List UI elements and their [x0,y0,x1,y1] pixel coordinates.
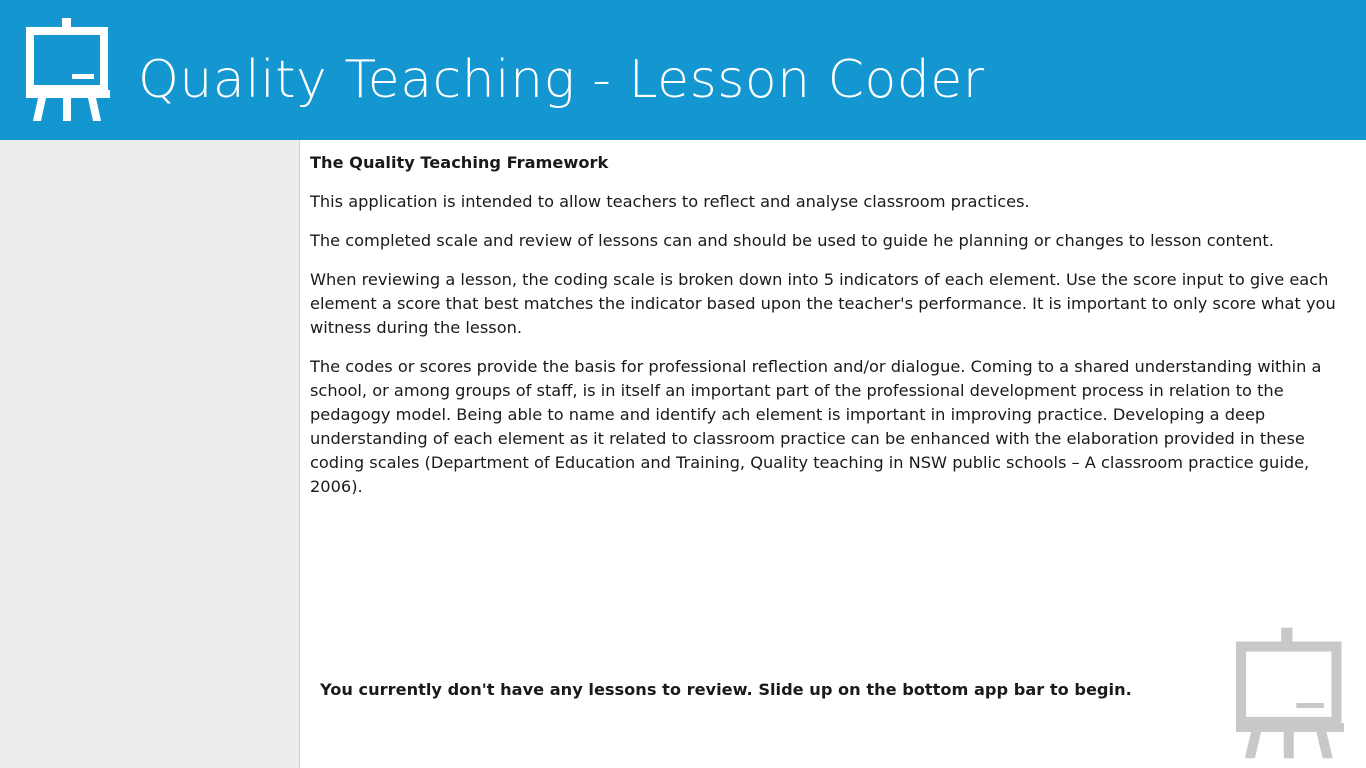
usage-paragraph: The completed scale and review of lessons can and should be used to guide he planning or changes to lesson content. [310,231,1274,250]
lesson-list-panel[interactable] [0,140,300,768]
scoring-paragraph: When reviewing a lesson, the coding scale is broken down into 5 indicators of each element. Use the score input to give each element a score that best matches the indicator based upon the teacher's performance. It is important to only score what you witness during the lesson. [310,270,1336,337]
intro-paragraph: This application is intended to allow teachers to reflect and analyse classroom practices. [310,192,1030,211]
empty-lessons-message: You currently don't have any lessons to review. Slide up on the bottom app bar to begin. [320,680,1132,699]
easel-icon [1236,626,1344,760]
easel-icon [26,18,112,122]
reflection-paragraph: The codes or scores provide the basis for professional reflection and/or dialogue. Coming to a shared understanding within a school, or among groups of staff, is in itself an important part of the professional development process in relation to the pedagogy model. Being able to name and identify ach element is important in improving practice. Developing a deep understanding of each element as it related to classroom practice can be enhanced with the elaboration provided in these coding scales (Department of Education and Training, Quality teaching in NSW public schools – A classroom practice guide, 2006). [310,357,1322,496]
app-header [0,0,1366,140]
framework-description [310,152,1354,514]
framework-heading: The Quality Teaching Framework [310,153,609,172]
app-title: Quality Teaching - Lesson Coder [138,50,985,110]
